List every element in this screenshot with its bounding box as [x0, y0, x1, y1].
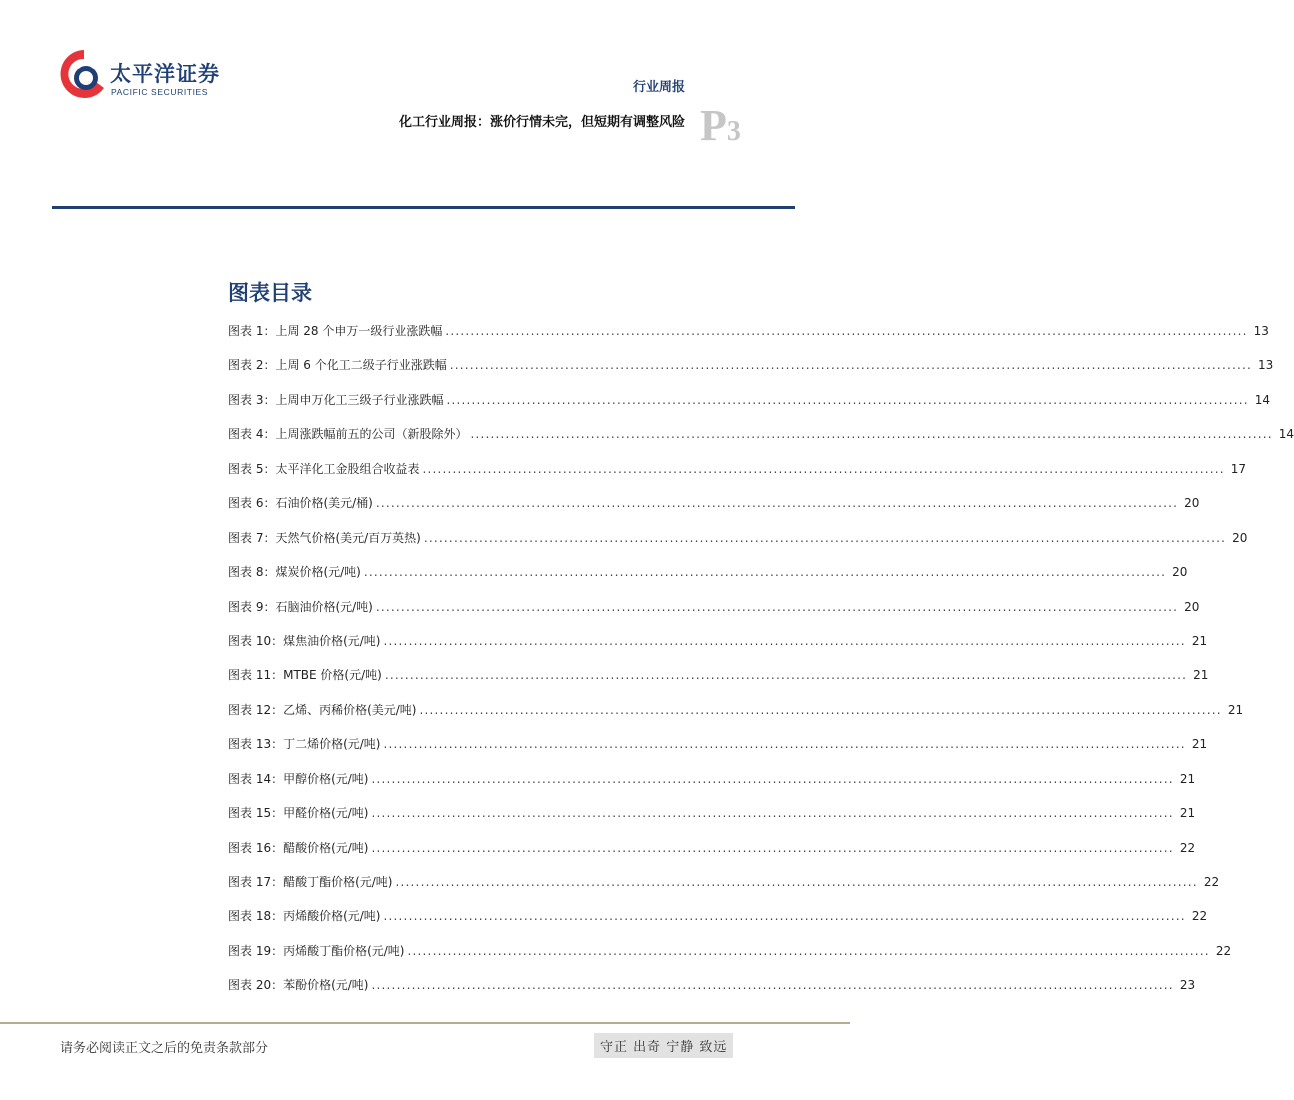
toc-entry-page: 14: [1254, 392, 1271, 407]
toc-entry[interactable]: [228, 942, 1232, 976]
toc-leader-dots: ................................................................................................................................................................: [446, 392, 1249, 407]
toc-leader-dots: ................................................................................................................................................................: [419, 702, 1222, 717]
toc-leader-dots: ................................................................................................................................................................: [375, 496, 1179, 511]
toc-entry-page: 22: [1179, 840, 1196, 855]
pacific-securities-logo-icon: [58, 46, 108, 104]
toc-entry[interactable]: [228, 598, 1200, 632]
toc-entry[interactable]: [228, 735, 1208, 769]
toc-leader-dots: ................................................................................................................................................................: [423, 530, 1227, 545]
toc-entry[interactable]: [228, 356, 1274, 390]
page-prefix: P: [700, 101, 727, 150]
toc-entry[interactable]: [228, 322, 1269, 356]
toc-entry-page: 20: [1232, 530, 1248, 545]
toc-entry-label: 图表 1：上周 28 个申万一级行业涨跌幅: [228, 324, 443, 338]
toc-entry-page: 20: [1184, 599, 1200, 614]
toc-entry-label: 图表 17：醋酸丁酯价格(元/吨): [228, 875, 393, 889]
toc-entry-label: 图表 7：天然气价格(美元/百万英热): [228, 530, 421, 545]
toc-entry-label: 图表 16：醋酸价格(元/吨): [228, 840, 369, 855]
toc-entry-page: 14: [1278, 427, 1294, 442]
toc-entry-label: 图表 2：上周 6 个化工二级子行业涨跌幅: [228, 358, 447, 373]
toc-entry-label: 图表 6：石油价格(美元/桶): [228, 496, 373, 511]
toc-entry-label: 图表 20：苯酚价格(元/吨): [228, 978, 369, 993]
toc-entry-page: 13: [1253, 324, 1269, 338]
toc-entry-label: 图表 14：甲醇价格(元/吨): [228, 771, 369, 786]
toc-entry[interactable]: [228, 460, 1247, 494]
toc-leader-dots: ................................................................................................................................................................: [371, 978, 1174, 993]
toc-leader-dots: ................................................................................................................................................................: [371, 840, 1174, 855]
toc-entry-page: 17: [1230, 461, 1247, 476]
toc-entry-page: 20: [1184, 496, 1200, 511]
footer-divider: [0, 1022, 850, 1024]
header-divider: [52, 206, 795, 209]
page-number-value: 3: [726, 116, 741, 147]
toc-entry[interactable]: [228, 976, 1196, 1010]
toc-entry[interactable]: [228, 632, 1208, 666]
toc-entry[interactable]: [228, 839, 1196, 873]
logo-chinese-name: 太平洋证券: [110, 62, 220, 86]
toc-entry-page: 23: [1179, 978, 1196, 993]
toc-entry-page: 21: [1179, 771, 1196, 786]
toc-entry[interactable]: [228, 907, 1208, 941]
toc-entry[interactable]: [228, 494, 1200, 528]
toc-entry-label: 图表 4：上周涨跌幅前五的公司（新股除外）: [228, 427, 468, 442]
company-logo: [58, 46, 258, 116]
toc-list: [228, 322, 1294, 1011]
toc-entry-page: 22: [1203, 875, 1220, 889]
toc-entry[interactable]: [228, 563, 1188, 597]
toc-leader-dots: ................................................................................................................................................................: [395, 875, 1198, 889]
toc-entry-page: 21: [1191, 737, 1208, 752]
toc-entry-page: 13: [1258, 358, 1274, 373]
toc-entry-page: 21: [1191, 633, 1208, 648]
toc-entry-label: 图表 10：煤焦油价格(元/吨): [228, 633, 381, 648]
toc-entry[interactable]: [228, 804, 1196, 838]
toc-heading: 图表目录: [228, 281, 312, 305]
toc-entry-page: 20: [1172, 565, 1188, 580]
page-number: [700, 100, 741, 151]
company-motto: 守正 出奇 宁静 致远: [594, 1033, 733, 1058]
toc-leader-dots: ................................................................................................................................................................: [363, 565, 1167, 580]
toc-entry-label: 图表 13：丁二烯价格(元/吨): [228, 737, 381, 752]
toc-entry-label: 图表 8：煤炭价格(元/吨): [228, 565, 361, 580]
logo-english-name: PACIFIC SECURITIES: [111, 87, 209, 97]
toc-entry[interactable]: [228, 666, 1209, 700]
report-title: 化工行业周报：涨价行情未完，但短期有调整风险: [398, 115, 685, 130]
toc-entry-page: 21: [1227, 702, 1244, 717]
toc-leader-dots: ................................................................................................................................................................: [422, 461, 1225, 476]
toc-entry[interactable]: [228, 391, 1271, 425]
toc-leader-dots: ................................................................................................................................................................: [383, 909, 1186, 924]
toc-entry-label: 图表 9：石脑油价格(元/吨): [228, 599, 373, 614]
toc-entry-label: 图表 18：丙烯酸价格(元/吨): [228, 909, 381, 924]
toc-leader-dots: ................................................................................................................................................................: [371, 771, 1174, 786]
toc-entry[interactable]: [228, 701, 1244, 735]
report-type: 行业周报: [632, 80, 685, 95]
toc-leader-dots: ................................................................................................................................................................: [384, 668, 1188, 683]
toc-leader-dots: ................................................................................................................................................................: [375, 599, 1179, 614]
toc-entry-page: 21: [1179, 806, 1196, 821]
toc-entry-label: 图表 5：太平洋化工金股组合收益表: [228, 461, 420, 476]
toc-leader-dots: ................................................................................................................................................................: [445, 324, 1248, 338]
toc-leader-dots: ................................................................................................................................................................: [383, 633, 1186, 648]
toc-leader-dots: ................................................................................................................................................................: [383, 737, 1186, 752]
toc-entry-label: 图表 12：乙烯、丙稀价格(美元/吨): [228, 702, 417, 717]
toc-leader-dots: ................................................................................................................................................................: [449, 358, 1253, 373]
toc-entry[interactable]: [228, 770, 1196, 804]
toc-entry-label: 图表 15：甲醛价格(元/吨): [228, 806, 369, 821]
toc-entry-label: 图表 11：MTBE 价格(元/吨): [228, 668, 382, 683]
toc-entry[interactable]: [228, 873, 1220, 907]
toc-leader-dots: ................................................................................................................................................................: [371, 806, 1174, 821]
toc-entry[interactable]: [228, 529, 1248, 563]
toc-leader-dots: ................................................................................................................................................................: [470, 427, 1273, 442]
toc-entry-label: 图表 19：丙烯酸丁酯价格(元/吨): [228, 943, 405, 958]
toc-entry-label: 图表 3：上周申万化工三级子行业涨跌幅: [228, 392, 444, 407]
toc-entry-page: 22: [1215, 943, 1232, 958]
disclaimer-note: 请务必阅读正文之后的免责条款部分: [60, 1041, 269, 1056]
toc-entry-page: 22: [1191, 909, 1208, 924]
toc-entry[interactable]: [228, 425, 1294, 459]
toc-entry-page: 21: [1193, 668, 1209, 683]
toc-leader-dots: ................................................................................................................................................................: [407, 943, 1210, 958]
